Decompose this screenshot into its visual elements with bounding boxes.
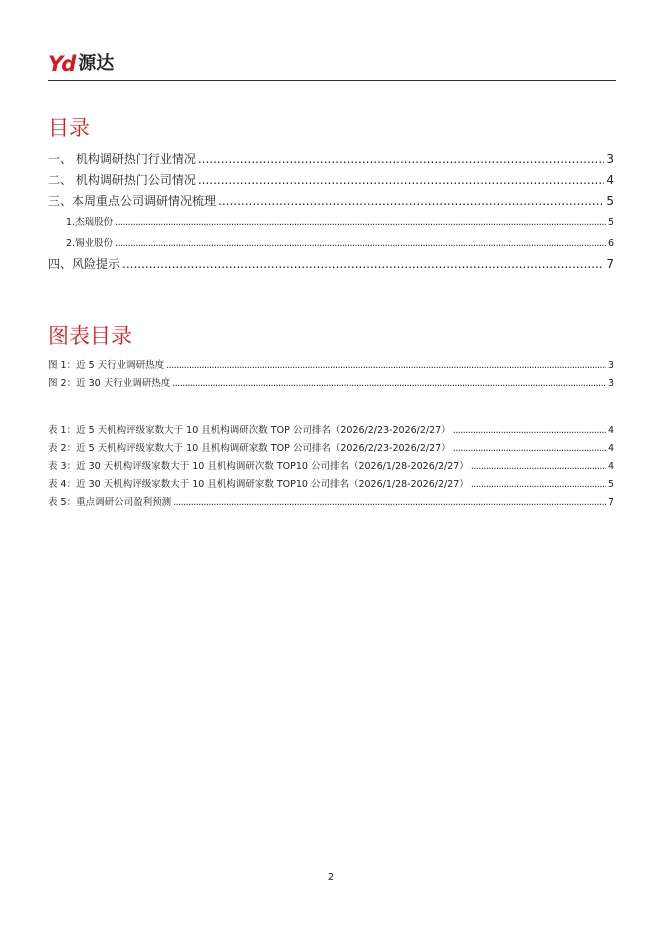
toc-entry-page: 6 bbox=[607, 238, 614, 249]
toc-entry-page: 7 bbox=[606, 257, 614, 271]
table-list bbox=[48, 422, 614, 512]
toc-entry-label: 2.锡业股份 bbox=[66, 238, 114, 249]
table-entry-label: 表 1：近 5 天机构评级家数大于 10 且机构调研次数 TOP 公司排名（2026/2/23-2026/2/27） bbox=[48, 425, 451, 436]
dot-leader bbox=[453, 440, 606, 458]
dot-leader bbox=[122, 254, 604, 275]
dot-leader bbox=[471, 476, 606, 494]
dot-leader bbox=[198, 149, 605, 170]
figure-entry-page: 3 bbox=[607, 360, 614, 371]
toc-entry[interactable] bbox=[48, 191, 614, 212]
toc-entry-page: 5 bbox=[606, 194, 614, 208]
toc-entry-label: 一、 机构调研热门行业情况 bbox=[48, 152, 196, 166]
toc-entry[interactable] bbox=[48, 149, 614, 170]
page-number: 2 bbox=[327, 872, 335, 883]
toc-title: 目录 bbox=[48, 116, 90, 140]
dot-leader bbox=[166, 357, 606, 375]
toc-entry-page: 5 bbox=[607, 217, 614, 228]
toc-entry-page: 3 bbox=[606, 152, 614, 166]
toc-entry-page: 4 bbox=[606, 173, 614, 187]
dot-leader bbox=[115, 212, 606, 233]
brand-logo bbox=[48, 53, 114, 75]
toc-entry[interactable] bbox=[48, 254, 614, 275]
dot-leader bbox=[173, 494, 606, 512]
table-entry-page: 4 bbox=[607, 425, 614, 436]
toc-subentry[interactable] bbox=[48, 212, 614, 233]
toc-entry-label: 二、 机构调研热门公司情况 bbox=[48, 173, 196, 187]
dot-leader bbox=[453, 422, 606, 440]
logo-name: 源达 bbox=[78, 53, 115, 74]
table-entry-label: 表 4：近 30 天机构评级家数大于 10 且机构调研家数 TOP10 公司排名（2026/1/28-2026/2/27） bbox=[48, 479, 469, 490]
dot-leader bbox=[218, 191, 604, 212]
table-entry-label: 表 5：重点调研公司盈利预测 bbox=[48, 497, 172, 508]
table-entry-page: 4 bbox=[607, 461, 614, 472]
page-header bbox=[48, 50, 616, 81]
figure-list bbox=[48, 357, 614, 393]
table-entry-page: 5 bbox=[607, 479, 614, 490]
figure-entry[interactable] bbox=[48, 357, 614, 375]
dot-leader bbox=[172, 375, 606, 393]
table-entry[interactable] bbox=[48, 422, 614, 440]
table-entry[interactable] bbox=[48, 440, 614, 458]
figure-entry-page: 3 bbox=[607, 378, 614, 389]
table-entry[interactable] bbox=[48, 476, 614, 494]
table-entry-label: 表 2：近 5 天机构评级家数大于 10 且机构调研家数 TOP 公司排名（2026/2/23-2026/2/27） bbox=[48, 443, 451, 454]
figure-entry-label: 图 1：近 5 天行业调研热度 bbox=[48, 360, 165, 371]
toc-entry-label: 四、风险提示 bbox=[48, 257, 121, 271]
dot-leader bbox=[115, 233, 606, 254]
figure-entry[interactable] bbox=[48, 375, 614, 393]
table-entry-page: 7 bbox=[607, 497, 614, 508]
table-entry-page: 4 bbox=[607, 443, 614, 454]
table-entry-label: 表 3：近 30 天机构评级家数大于 10 且机构调研次数 TOP10 公司排名（2026/1/28-2026/2/27） bbox=[48, 461, 469, 472]
figures-title: 图表目录 bbox=[48, 324, 132, 348]
toc-entry-label: 1.杰瑞股份 bbox=[66, 217, 114, 228]
table-entry[interactable] bbox=[48, 494, 614, 512]
figure-entry-label: 图 2：近 30 天行业调研热度 bbox=[48, 378, 171, 389]
table-entry[interactable] bbox=[48, 458, 614, 476]
dot-leader bbox=[471, 458, 606, 476]
logo-mark: Yd bbox=[48, 52, 75, 76]
dot-leader bbox=[198, 170, 605, 191]
toc-subentry[interactable] bbox=[48, 233, 614, 254]
toc-list bbox=[48, 149, 614, 275]
toc-entry-label: 三、本周重点公司调研情况梳理 bbox=[48, 194, 217, 208]
toc-entry[interactable] bbox=[48, 170, 614, 191]
